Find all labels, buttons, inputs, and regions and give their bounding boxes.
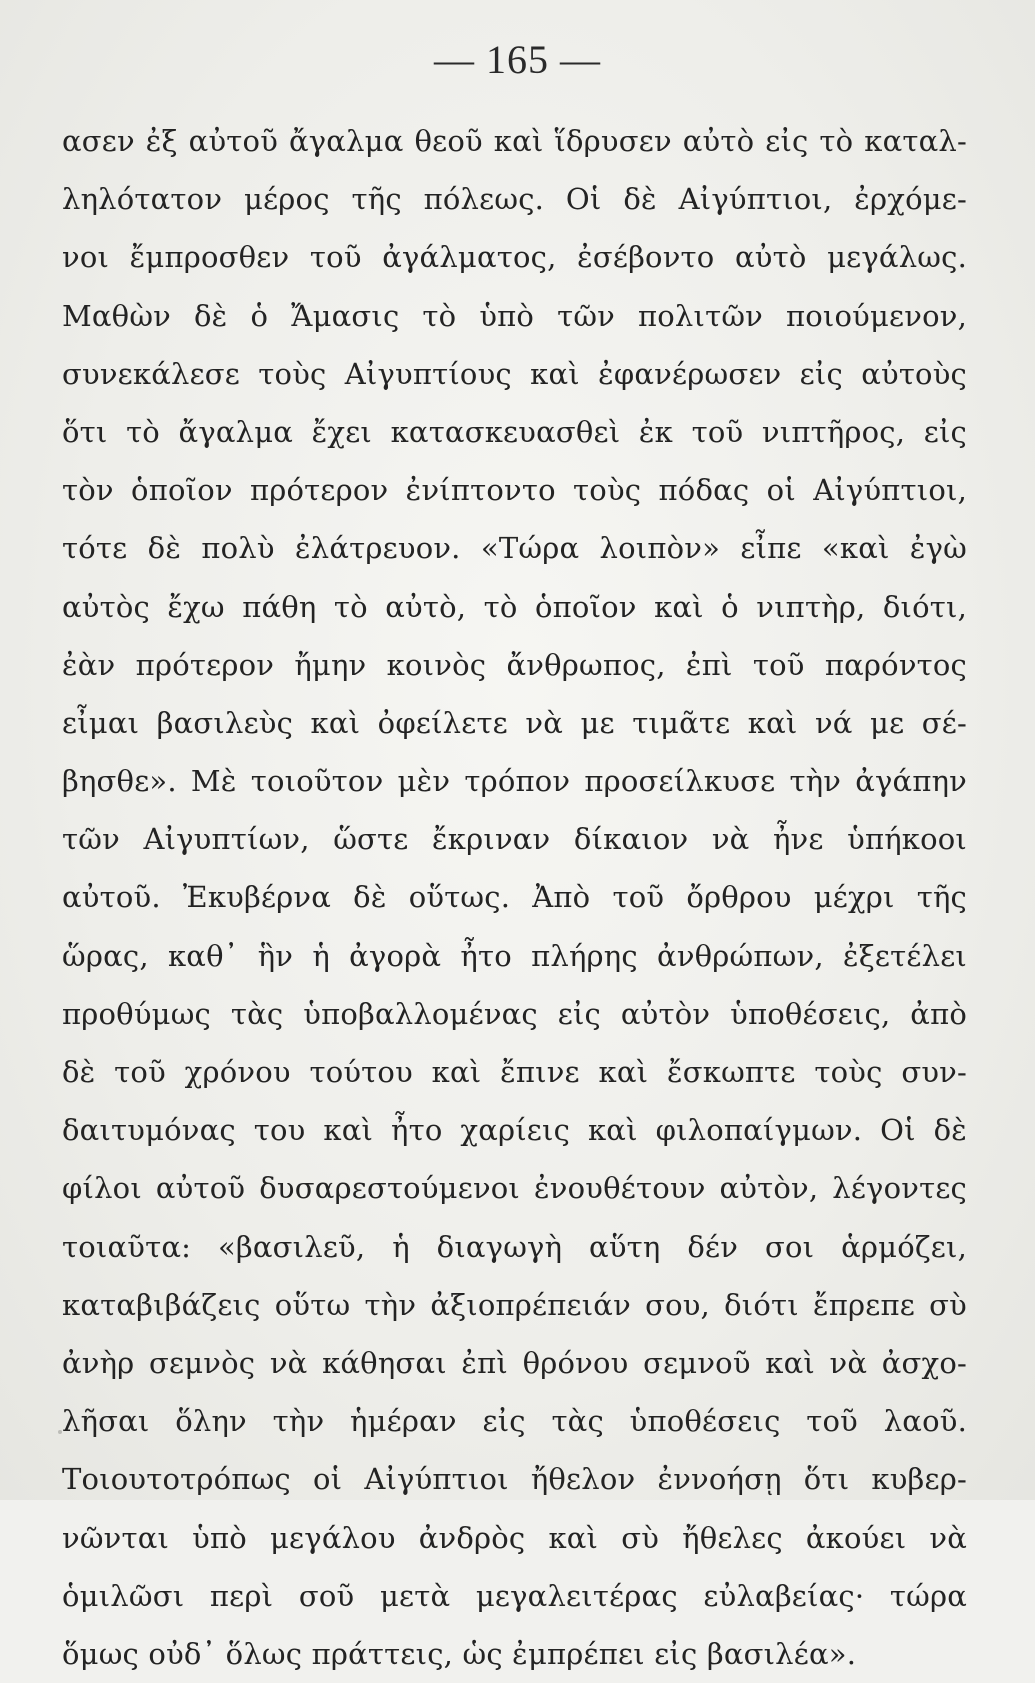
text-line: προθύμως τὰς ὑποβαλλομένας εἰς αὐτὸν ὑποθέσεις, ἀπὸ [62,996,967,1031]
text-line: συνεκάλεσε τοὺς Αἰγυπτίους καὶ ἐφανέρωσεν εἰς αὐτοὺς [62,356,967,391]
text-line: αὐτοῦ. Ἐκυβέρνα δὲ οὕτως. Ἀπὸ τοῦ ὄρθρου μέχρι τῆς [62,880,967,915]
text-line: δὲ τοῦ χρόνου τούτου καὶ ἔπινε καὶ ἔσκωπτε τοὺς συν- [62,1055,967,1089]
text-line: φίλοι αὐτοῦ δυσαρεστούμενοι ἐνουθέτουν αὐτὸν, λέγοντες [62,1171,967,1206]
page-number: — 165 — [434,37,601,82]
text-line: Μαθὼν δὲ ὁ Ἄμασις τὸ ὑπὸ τῶν πολιτῶν ποιούμενον, [62,298,967,333]
text-line: ὅτι τὸ ἄγαλμα ἔχει κατασκευασθεὶ ἐκ τοῦ νιπτῆρος, εἰς [62,414,967,449]
body-text [62,112,967,1683]
text-line: νοι ἔμπροσθεν τοῦ ἀγάλματος, ἐσέβοντο αὐτὸ μεγάλως. [62,240,967,275]
text-line: τῶν Αἰγυπτίων, ὥστε ἔκριναν δίκαιον νὰ ἦνε ὑπήκοοι [62,822,967,857]
text-line: δαιτυμόνας του καὶ ἦτο χαρίεις καὶ φιλοπαίγμων. Οἱ δὲ [62,1113,967,1148]
text-line: βησθε». Μὲ τοιοῦτον μὲν τρόπον προσείλκυσε τὴν ἀγάπην [62,764,967,799]
text-line: ασεν ἐξ αὐτοῦ ἄγαλμα θεοῦ καὶ ἵδρυσεν αὐτὸ εἰς τὸ καταλ- [62,124,967,158]
text-line: ὁμιλῶσι περὶ σοῦ μετὰ μεγαλειτέρας εὐλαβείας· τώρα [62,1578,967,1613]
text-line: ληλότατον μέρος τῆς πόλεως. Οἱ δὲ Αἰγύπτιοι, ἐρχόμε- [62,182,967,217]
text-line: ἐὰν πρότερον ἤμην κοινὸς ἄνθρωπος, ἐπὶ τοῦ παρόντος [62,647,967,682]
text-line: τὸν ὁποῖον πρότερον ἐνίπτοντο τοὺς πόδας οἱ Αἰγύπτιοι, [62,473,967,508]
text-line: τοιαῦτα: «βασιλεῦ, ἡ διαγωγὴ αὕτη δέν σοι ἁρμόζει, [62,1229,967,1264]
text-line: νῶνται ὑπὸ μεγάλου ἀνδρὸς καὶ σὺ ἤθελες ἀκούει νὰ [62,1520,967,1555]
text-line: Τοιουτοτρόπως οἱ Αἰγύπτιοι ἤθελον ἐννοήσῃ ὅτι κυβερ- [62,1462,967,1497]
text-line: τότε δὲ πολὺ ἐλάτρευον. «Τώρα λοιπὸν» εἶπε «καὶ ἐγὼ [62,531,967,566]
text-line: ὅμως οὐδ᾽ ὅλως πράττεις, ὡς ἐμπρέπει εἰς βασιλέα». [62,1636,857,1671]
text-line: ἀνὴρ σεμνὸς νὰ κάθησαι ἐπὶ θρόνου σεμνοῦ καὶ νὰ ἀσχο- [62,1345,967,1380]
text-line: λῆσαι ὅλην τὴν ἡμέραν εἰς τὰς ὑποθέσεις τοῦ λαοῦ. [62,1404,967,1439]
text-line: αὐτὸς ἔχω πάθη τὸ αὐτὸ, τὸ ὁποῖον καὶ ὁ νιπτὴρ, διότι, [62,589,967,624]
page-speck [58,1430,62,1434]
text-line: καταβιβάζεις οὕτω τὴν ἀξιοπρέπειάν σου, διότι ἔπρεπε σὺ [62,1287,967,1322]
text-line: ὥρας, καθ᾽ ἣν ἡ ἀγορὰ ἦτο πλήρης ἀνθρώπων, ἐξετέλει [62,938,967,973]
text-line: εἶμαι βασιλεὺς καὶ ὀφείλετε νὰ με τιμᾶτε καὶ νά με σέ- [62,705,967,740]
